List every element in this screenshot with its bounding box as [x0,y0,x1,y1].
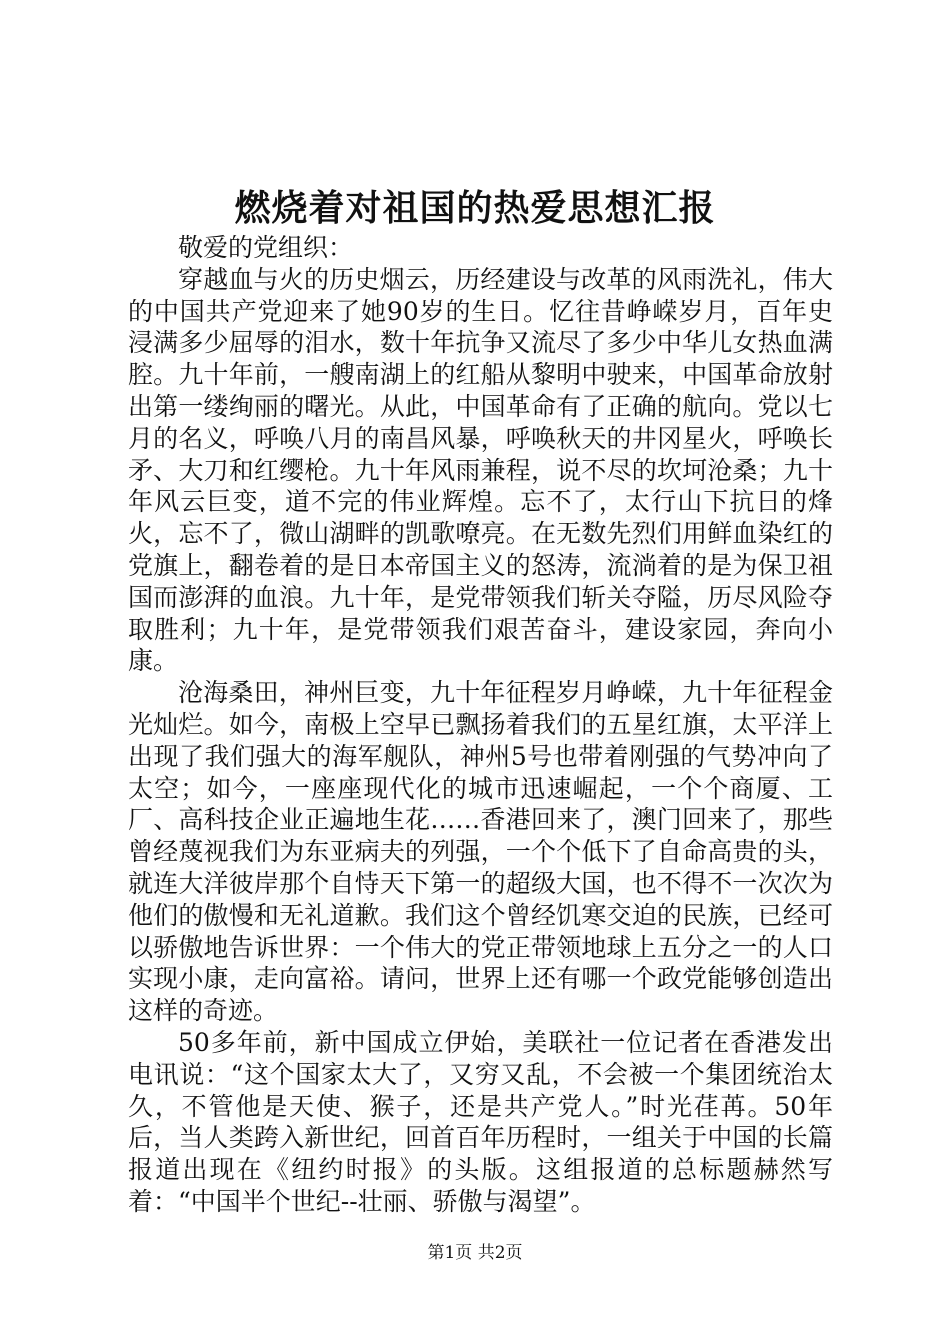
document-title: 燃烧着对祖国的热爱思想汇报 [234,187,716,229]
salutation: 敬爱的党组织： [178,233,354,262]
paragraph-2: 沧海桑田，神州巨变，九十年征程岁月峥嵘，九十年征程金光灿烂。如今，南极上空早已飘扬着我们的五星红旗，太平洋上出现了我们强大的海军舰队，神州5号也带着刚强的气势冲向了太空；如今，一座座现代化的城市迅速崛起，一个个商厦、工厂、高科技企业正遍地生花……香港回来了，澳门回来了，那些曾经蔑视我们为东亚病夫的列强，一个个低下了自命高贵的头，就连大洋彼岸那个自恃天下第一的超级大国，也不得不一次次为他们的傲慢和无礼道歉。我们这个曾经饥寒交迫的民族，已经可以骄傲地告诉世界：一个伟大的党正带领地球上五分之一的人口实现小康，走向富裕。请问，世界上还有哪一个政党能够创造出这样的奇迹。 [128,678,833,1026]
paragraph-1: 穿越血与火的历史烟云，历经建设与改革的风雨洗礼，伟大的中国共产党迎来了她90岁的生日。忆往昔峥嵘岁月，百年史浸满多少屈辱的泪水，数十年抗争又流尽了多少中华儿女热血满腔。九十年前，一艘南湖上的红船从黎明中驶来，中国革命放射出第一缕绚丽的曙光。从此，中国革命有了正确的航向。党以七月的名义，呼唤八月的南昌风暴，呼唤秋天的井冈星火，呼唤长矛、大刀和红缨枪。九十年风雨兼程，说不尽的坎坷沧桑；九十年风云巨变，道不完的伟业辉煌。忘不了，太行山下抗日的烽火，忘不了，微山湖畔的凯歌嘹亮。在无数先烈们用鲜血染红的党旗上，翻卷着的是日本帝国主义的怒涛，流淌着的是为保卫祖国而澎湃的血浪。九十年，是党带领我们斩关夺隘，历尽风险夺取胜利；九十年，是党带领我们艰苦奋斗，建设家园，奔向小康。 [128,264,833,676]
document-body [128,232,833,1218]
page-number-footer: 第1页 共2页 [427,1243,523,1263]
paragraph-3: 50多年前，新中国成立伊始，美联社一位记者在香港发出电讯说：“这个国家太大了，又穷又乱，不会被一个集团统治太久，不管他是天使、猴子，还是共产党人。”时光荏苒。50年后，当人类跨入新世纪，回首百年历程时，一组关于中国的长篇报道出现在《纽约时报》的头版。这组报道的总标题赫然写着：“中国半个世纪--壮丽、骄傲与渴望”。 [128,1027,833,1216]
